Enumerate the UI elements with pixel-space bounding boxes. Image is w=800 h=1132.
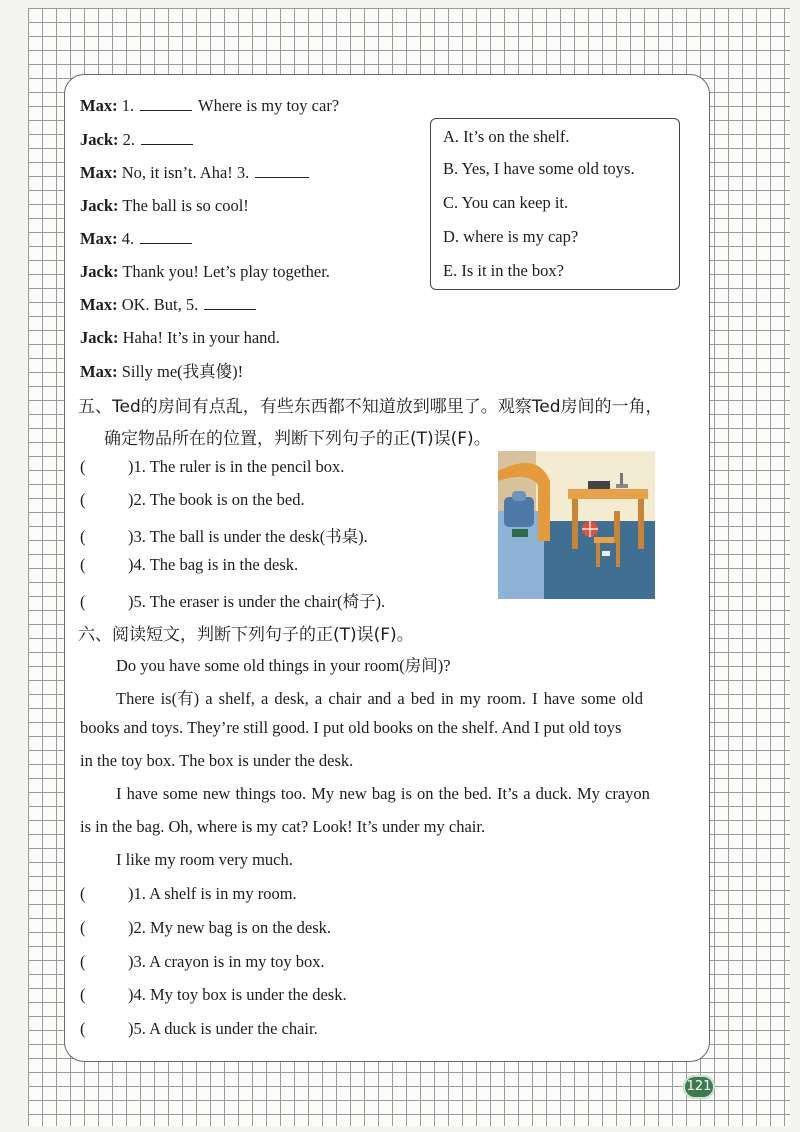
dialogue-line: Jack: 2.	[80, 130, 195, 150]
section-6-title: 六、阅读短文，判断下列句子的正(T)误(F)。	[78, 625, 414, 645]
passage-line: There is(有) a shelf, a desk, a chair and a bed in my room. I have some old	[116, 689, 644, 708]
dialogue-line: Jack: Haha! It’s in your hand.	[80, 328, 280, 347]
passage-line: I like my room very much.	[116, 850, 293, 869]
passage-line: books and toys. They’re still good. I put old books on the shelf. And I put old toys	[80, 718, 622, 737]
tf-item: ( )1. The ruler is in the pencil box.	[80, 457, 345, 476]
option-e: E. Is it in the box?	[443, 261, 564, 280]
option-d: D. where is my cap?	[443, 227, 579, 246]
dialogue-line: Max: 4.	[80, 229, 194, 249]
dialogue-line: Max: No, it isn’t. Aha! 3.	[80, 163, 311, 183]
option-b: B. Yes, I have some old toys.	[443, 159, 635, 178]
tf-item: ( )3. A crayon is in my toy box.	[80, 952, 325, 971]
answer-blank[interactable]	[140, 96, 192, 111]
passage-line: Do you have some old things in your room(房间)?	[116, 656, 451, 675]
dialogue-line: Max: Silly me(我真傻)!	[80, 362, 244, 381]
section-5-title: 五、Ted的房间有点乱，有些东西都不知道放到哪里了。观察Ted房间的一角，	[78, 397, 663, 417]
tf-item: ( )5. The eraser is under the chair(椅子).	[80, 592, 386, 611]
answer-blank[interactable]	[204, 295, 256, 310]
tf-item: ( )1. A shelf is in my room.	[80, 884, 297, 903]
page-number: 121	[683, 1075, 715, 1099]
tf-item: ( )4. The bag is in the desk.	[80, 555, 299, 574]
room-illustration	[498, 451, 655, 599]
answer-blank[interactable]	[255, 163, 309, 178]
answer-blank[interactable]	[141, 130, 193, 145]
tf-item: ( )2. The book is on the bed.	[80, 490, 305, 509]
answer-blank[interactable]	[140, 229, 192, 244]
options-box	[430, 118, 680, 290]
tf-item: ( )5. A duck is under the chair.	[80, 1019, 318, 1038]
passage-line: is in the bag. Oh, where is my cat? Look! It’s under my chair.	[80, 817, 486, 836]
tf-item: ( )4. My toy box is under the desk.	[80, 985, 347, 1004]
tf-item: ( )3. The ball is under the desk(书桌).	[80, 527, 368, 546]
section-5-title-cont: 确定物品所在的位置，判断下列句子的正(T)误(F)。	[104, 429, 491, 449]
dialogue-line: Jack: Thank you! Let’s play together.	[80, 262, 330, 281]
dialogue-line: Max: OK. But, 5.	[80, 295, 258, 315]
option-a: A. It’s on the shelf.	[443, 127, 570, 146]
option-c: C. You can keep it.	[443, 193, 569, 212]
passage-line: in the toy box. The box is under the desk.	[80, 751, 354, 770]
passage-line: I have some new things too. My new bag is on the bed. It’s a duck. My crayon	[116, 784, 650, 803]
tf-item: ( )2. My new bag is on the desk.	[80, 918, 332, 937]
dialogue-line: Max: 1. Where is my toy car?	[80, 96, 340, 115]
dialogue-line: Jack: The ball is so cool!	[80, 196, 249, 215]
